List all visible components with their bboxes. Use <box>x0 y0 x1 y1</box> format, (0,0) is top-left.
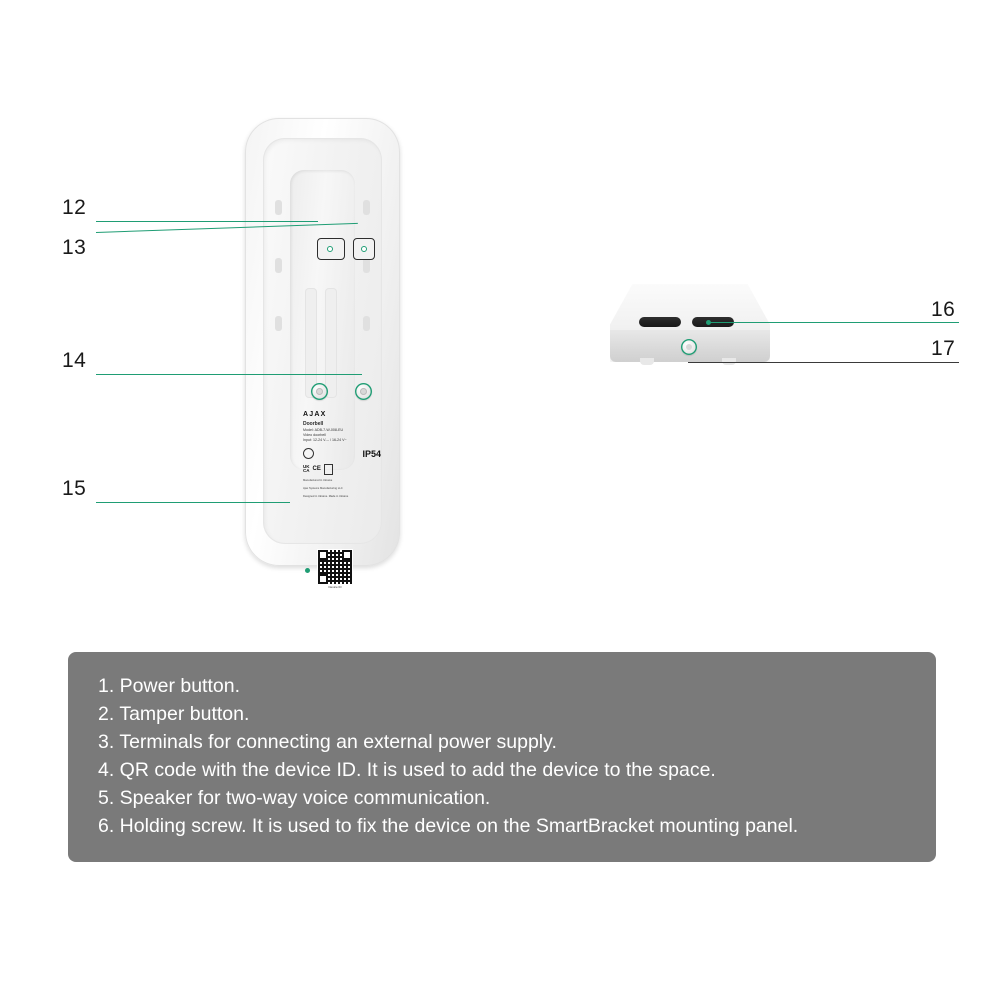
leader-line-14 <box>96 374 362 375</box>
terminals-block <box>317 238 375 260</box>
class-ii-icon <box>303 448 314 459</box>
ip-rating: IP54 <box>362 448 381 459</box>
callout-number-15: 15 <box>62 477 87 500</box>
speaker-slot-left <box>639 317 681 327</box>
leader-line-16 <box>707 322 959 323</box>
bottom-holding-screw <box>681 339 697 355</box>
holding-screw-right <box>355 383 372 400</box>
legend-item: 6. Holding screw. It is used to fix the device on the SmartBracket mounting panel. <box>98 815 799 837</box>
type-text: Video doorbell <box>303 433 326 438</box>
callout-number-13: 13 <box>62 236 87 259</box>
rib <box>275 316 282 331</box>
legend-item: 5. Speaker for two-way voice communication. <box>98 787 491 809</box>
callout-number-16: 16 <box>931 298 956 321</box>
legend-item: 4. QR code with the device ID. It is used to add the device to the space. <box>98 759 716 781</box>
rib <box>363 316 370 331</box>
footnote-3: Designed in Ukraine. Made in Ukraine <box>303 494 349 498</box>
doorbell-bottom-view <box>610 284 770 384</box>
ukca-mark: UK CA <box>303 463 310 474</box>
legend-item: 1. Power button. <box>98 675 241 697</box>
leader-line-12 <box>96 221 318 222</box>
footnote-1: Manufactured in Ukraine <box>303 478 333 482</box>
input-text: Input: 12-24 V--- / 16-24 V~ <box>303 437 347 442</box>
brand-text: AJAX <box>303 411 327 418</box>
qr-image <box>318 550 352 584</box>
holding-screw-left <box>311 383 328 400</box>
callout-number-17: 17 <box>931 337 956 360</box>
rib <box>363 258 370 273</box>
cable-channel <box>325 288 337 398</box>
qr-callout-dot <box>305 568 310 573</box>
footnote-2: Ajax Systems Manufacturing LLC <box>303 486 343 490</box>
ip-row <box>303 448 381 460</box>
weee-bin-icon <box>324 464 333 475</box>
terminal-left-contact-dot <box>327 246 333 252</box>
qr-finder-topleft <box>318 550 328 560</box>
leader-line-15 <box>96 502 290 503</box>
doorbell-rear-view <box>245 118 400 589</box>
legend-panel <box>68 652 936 862</box>
terminal-right <box>353 238 375 260</box>
rib <box>275 258 282 273</box>
rib <box>363 200 370 215</box>
product-name: Doorbell <box>303 421 324 428</box>
leader-line-17 <box>688 362 959 363</box>
model-text: Model: ADB-7-W-008-EU <box>303 428 344 433</box>
callout-number-14: 14 <box>62 349 87 372</box>
callout-number-12: 12 <box>62 196 87 219</box>
qr-finder-topright <box>342 550 352 560</box>
legend-item: 3. Terminals for connecting an external power supply. <box>98 731 557 753</box>
qr-finder-bottomleft <box>318 574 328 584</box>
device-qr-code <box>315 550 355 589</box>
rib <box>275 200 282 215</box>
terminal-right-contact-dot <box>361 246 367 252</box>
device-shell-inner <box>263 138 382 589</box>
cable-channel <box>305 288 317 398</box>
certification-row <box>303 464 381 475</box>
ce-mark: CE <box>312 466 321 473</box>
legend-item: 2. Tamper button. <box>98 703 250 725</box>
bottom-foot-left <box>640 358 654 365</box>
product-label <box>303 410 381 545</box>
qr-caption: Device ID <box>328 585 342 589</box>
terminal-left <box>317 238 345 260</box>
